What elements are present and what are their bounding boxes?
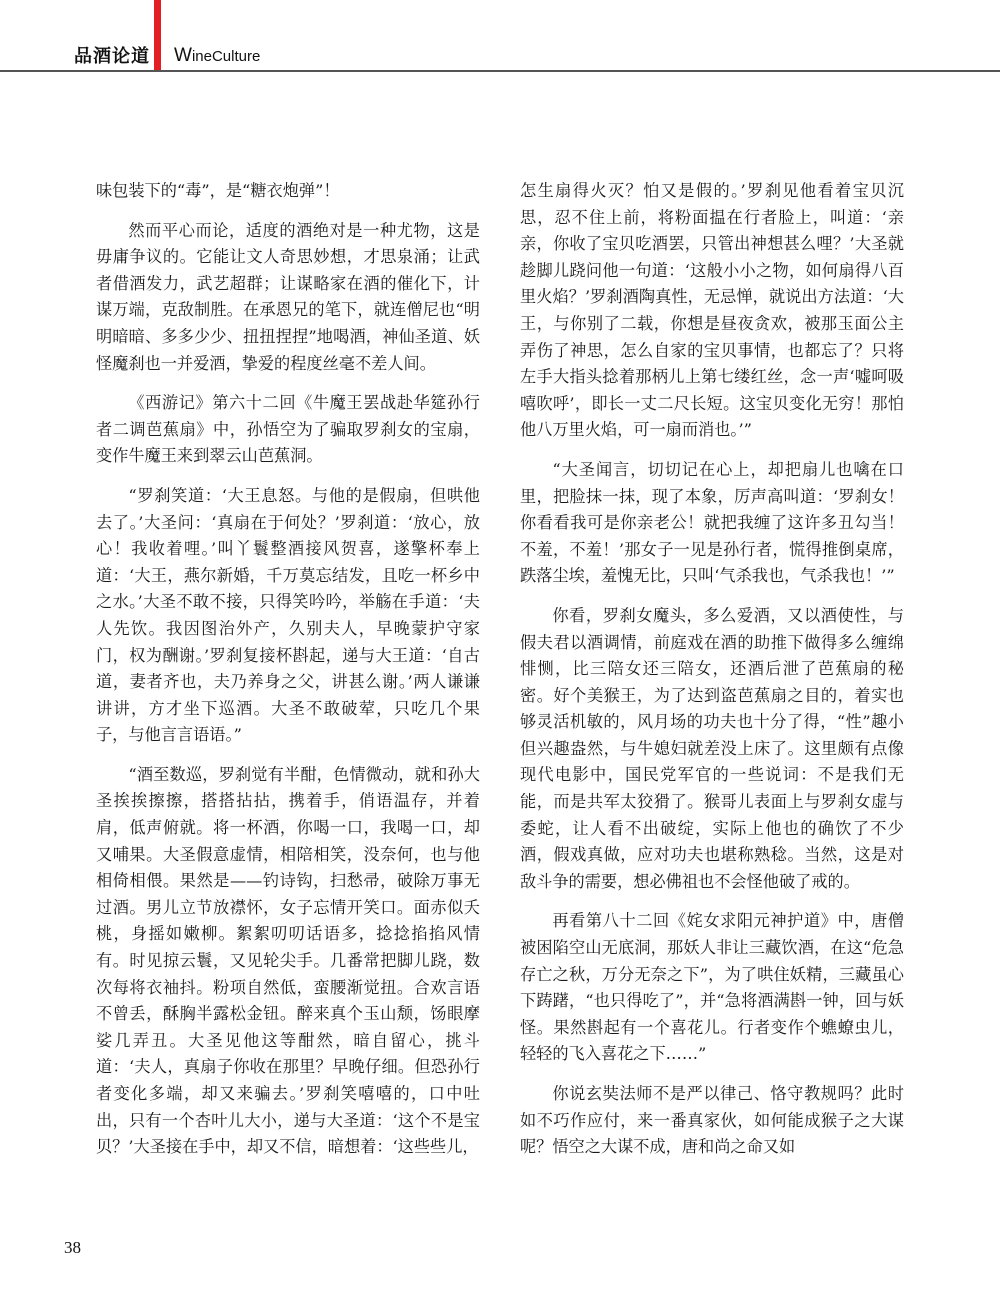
section-title-en — [174, 45, 260, 67]
section-title-cn: 品酒论道 — [74, 46, 150, 67]
header-accent-bar — [154, 0, 161, 70]
paragraph: 《西游记》第六十二回《牛魔王罢战赴华筵孙行者二调芭蕉扇》中，孙悟空为了骗取罗刹女的宝扇，变作牛魔王来到翠云山芭蕉洞。 — [96, 393, 480, 466]
paragraph: 再看第八十二回《姹女求阳元神护道》中，唐僧被困陷空山无底洞，那妖人非让三藏饮酒，在这“危急存亡之秋，万分无奈之下”，为了哄住妖精，三藏虽心下踌躇，“也只得吃了”，并“急将酒满斟一钟，回与妖怪。果然斟起有一个喜花儿。行者变作个蟭蟟虫儿，轻轻的飞入喜花之下……” — [520, 911, 904, 1064]
left-column — [96, 178, 480, 1174]
paragraph: 然而平心而论，适度的酒绝对是一种尤物，这是毋庸争议的。它能让文人奇思妙想，才思泉涌；让武者借酒发力，武艺超群；让谋略家在酒的催化下，计谋万端，克敌制胜。在承恩兄的笔下，就连僧尼也“明明暗暗、多多少少、扭扭捏捏”地喝酒，神仙圣道、妖怪魔刹也一并爱酒，挚爱的程度丝毫不差人间。 — [96, 220, 480, 373]
section-title-en-initial: W — [174, 45, 192, 66]
paragraph: “罗刹笑道：‘大王息怒。与他的是假扇，但哄他去了。’大圣问：‘真扇在于何处？’罗刹道：‘放心，放心！我收着哩。’叫丫鬟整酒接风贺喜，遂擎杯奉上道：‘大王，燕尔新婚，千万莫忘结发，且吃一杯乡中之水。’大圣不敢不接，只得笑吟吟，举觞在手道：‘夫人先饮。我因图治外产，久别夫人，早晚蒙护守家门，权为酬谢。’罗刹复接杯斟起，递与大王道：‘自古道，妻者齐也，夫乃养身之父，讲甚么谢。’两人谦谦讲讲，方才坐下巡酒。大圣不敢破荤，只吃几个果子，与他言言语语。” — [96, 485, 480, 745]
paragraph: 怎生扇得火灭？怕又是假的。’罗刹见他看着宝贝沉思，忍不住上前，将粉面揾在行者脸上，叫道：‘亲亲，你收了宝贝吃酒罢，只管出神想甚么哩？’大圣就趁脚儿跷问他一句道：‘这般小小之物，如何扇得八百里火焰？’罗刹酒陶真性，无忌惮，就说出方法道：‘大王，与你别了二载，你想是昼夜贪欢，被那玉面公主弄伤了神思，怎么自家的宝贝事情，也都忘了？只将左手大指头捻着那柄儿上第七缕红丝，念一声‘嘘呵吸嘻吹呼’，即长一丈二尺长短。这宝贝变化无穷！那怕他八万里火焰，可一扇而消也。’” — [520, 181, 904, 440]
paragraph: 你看，罗刹女魔头，多么爱酒，又以酒使性，与假夫君以酒调情，前庭戏在酒的助推下做得多么缠绵悱恻，比三陪女还三陪女，还酒后泄了芭蕉扇的秘密。好个美猴王，为了达到盗芭蕉扇之目的，着实也够灵活机敏的，风月场的功夫也十分了得，“性”趣小但兴趣盎然，与牛媳妇就差没上床了。这里颇有点像现代电影中，国民党军官的一些说词：不是我们无能，而是共军太狡猾了。猴哥儿表面上与罗刹女虚与委蛇，让人看不出破绽，实际上他也的确饮了不少酒，假戏真做，应对功夫也堪称熟稔。当然，这是对敌斗争的需要，想必佛祖也不会怪他破了戒的。 — [520, 605, 904, 891]
paragraph: “酒至数巡，罗刹觉有半酣，色情微动，就和孙大圣挨挨擦擦，搭搭拈拈，携着手，俏语温存，并着肩，低声俯就。将一杯酒，你喝一口，我喝一口，却又哺果。大圣假意虚情，相陪相笑，没奈何，也与他相倚相偎。果然是——钓诗钩，扫愁帚，破除万事无过酒。男儿立节放襟怀，女子忘情开笑口。面赤似夭桃，身摇如嫩柳。絮絮叨叨话语多，捻捻掐掐风情有。时见掠云鬟，又见轮尖手。几番常把脚儿跷，数次每将衣袖抖。粉项自然低，蛮腰渐觉扭。合欢言语不曾丢，酥胸半露松金钮。醉来真个玉山颓，饧眼摩娑几弄丑。大圣见他这等酣然，暗自留心，挑斗道：‘夫人，真扇子你收在那里？早晚仔细。但恐孙行者变化多端，却又来骗去。’罗刹笑嘻嘻的，口中吐出，只有一个杏叶儿大小，递与大圣道：‘这个不是宝贝？’大圣接在手中，却又不信，暗想着：‘这些些儿， — [96, 764, 480, 1157]
section-title-en-rest: ineCulture — [191, 48, 261, 65]
paragraph: 你说玄奘法师不是严以律己、恪守教规吗？此时如不巧作应付，来一番真家伙，如何能成猴子之大谋呢？悟空之大谋不成，唐和尚之命又如 — [520, 1084, 904, 1157]
page-header — [0, 0, 1000, 72]
page-number: 38 — [64, 1238, 81, 1257]
paragraph: 味包装下的“毒”，是“糖衣炮弹”！ — [96, 181, 340, 200]
header-rule — [0, 70, 1000, 72]
paragraph: “大圣闻言，切切记在心上，却把扇儿也噙在口里，把脸抹一抹，现了本象，厉声高叫道：‘罗刹女！你看看我可是你亲老公！就把我缠了这许多丑勾当！不羞，不羞！’那女子一见是孙行者，慌得推倒桌席，跌落尘埃，羞愧无比，只叫‘气杀我也，气杀我也！’” — [520, 459, 904, 586]
right-column — [520, 178, 904, 1174]
